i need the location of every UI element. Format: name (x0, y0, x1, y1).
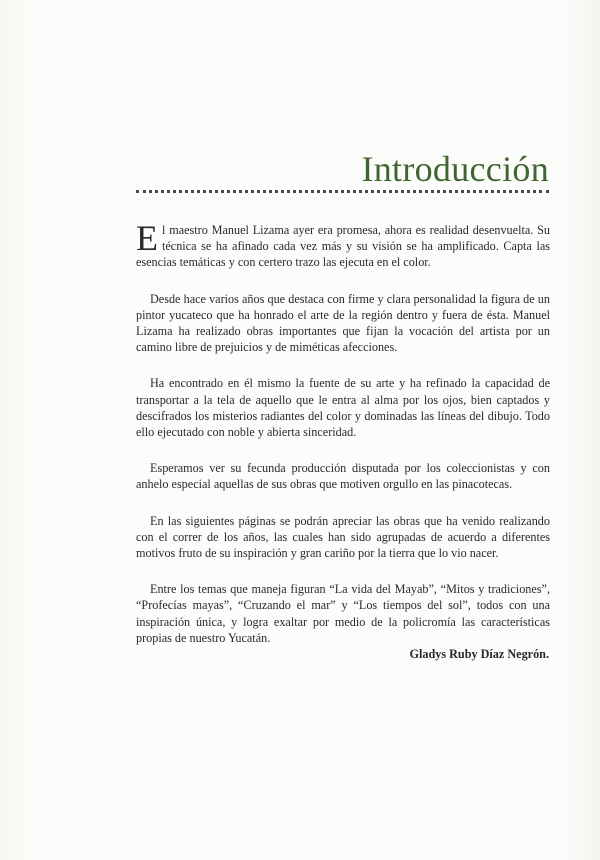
author-signature: Gladys Ruby Díaz Negrón. (409, 647, 549, 661)
paragraph-5: En las siguientes páginas se podrán apreciar las obras que ha venido realizando con el correr de los años, las cuales han sido agrupadas de acuerdo a diferentes motivos fruto de su inspiración y gran cariño por la tierra que lo vio nacer. (136, 513, 550, 561)
page-title: Introducción (361, 149, 549, 189)
paragraph-3: Ha encontrado en él mismo la fuente de su arte y ha refinado la capacidad de transportar a la tela de aquello que le entra al alma por los ojos, bien captados y descifrados los misterios radiantes del color y dominadas las líneas del dibujo. Todo ello ejecutado con noble y abierta sinceridad. (136, 376, 550, 440)
paragraph-4: Esperamos ver su fecunda producción disputada por los coleccionistas y con anhelo especial aquellas de sus obras que motiven orgullo en las pinacotecas. (136, 461, 550, 492)
paragraph-2: Desde hace varios años que destaca con firme y clara personalidad la figura de un pintor yucateco que ha honrado el arte de la región dentro y fuera de ésta. Manuel Lizama ha realizado obras importantes que fijan la vocación del artista por un camino libre de prejuicios y de miméticas afecciones. (136, 291, 550, 355)
paragraph-1-text: l maestro Manuel Lizama ayer era promesa, ahora es realidad desenvuelta. Su técnica se ha afinado cada vez más y su visión se ha amplificado. Capta las esencias temáticas y con certero trazo las ejecuta en el color. (136, 223, 550, 270)
body-text (136, 218, 550, 666)
dotted-divider (136, 190, 549, 193)
drop-cap: E (136, 218, 158, 258)
paragraph-1 (136, 218, 550, 271)
paragraph-6: Entre los temas que maneja figuran “La vida del Mayab”, “Mitos y tradiciones”, “Profecías mayas”, “Cruzando el mar” y “Los tiempos del sol”, todos con una inspiración única, y logra exaltar por medio de la policromía las características propias de nuestro Yucatán. (136, 582, 550, 645)
